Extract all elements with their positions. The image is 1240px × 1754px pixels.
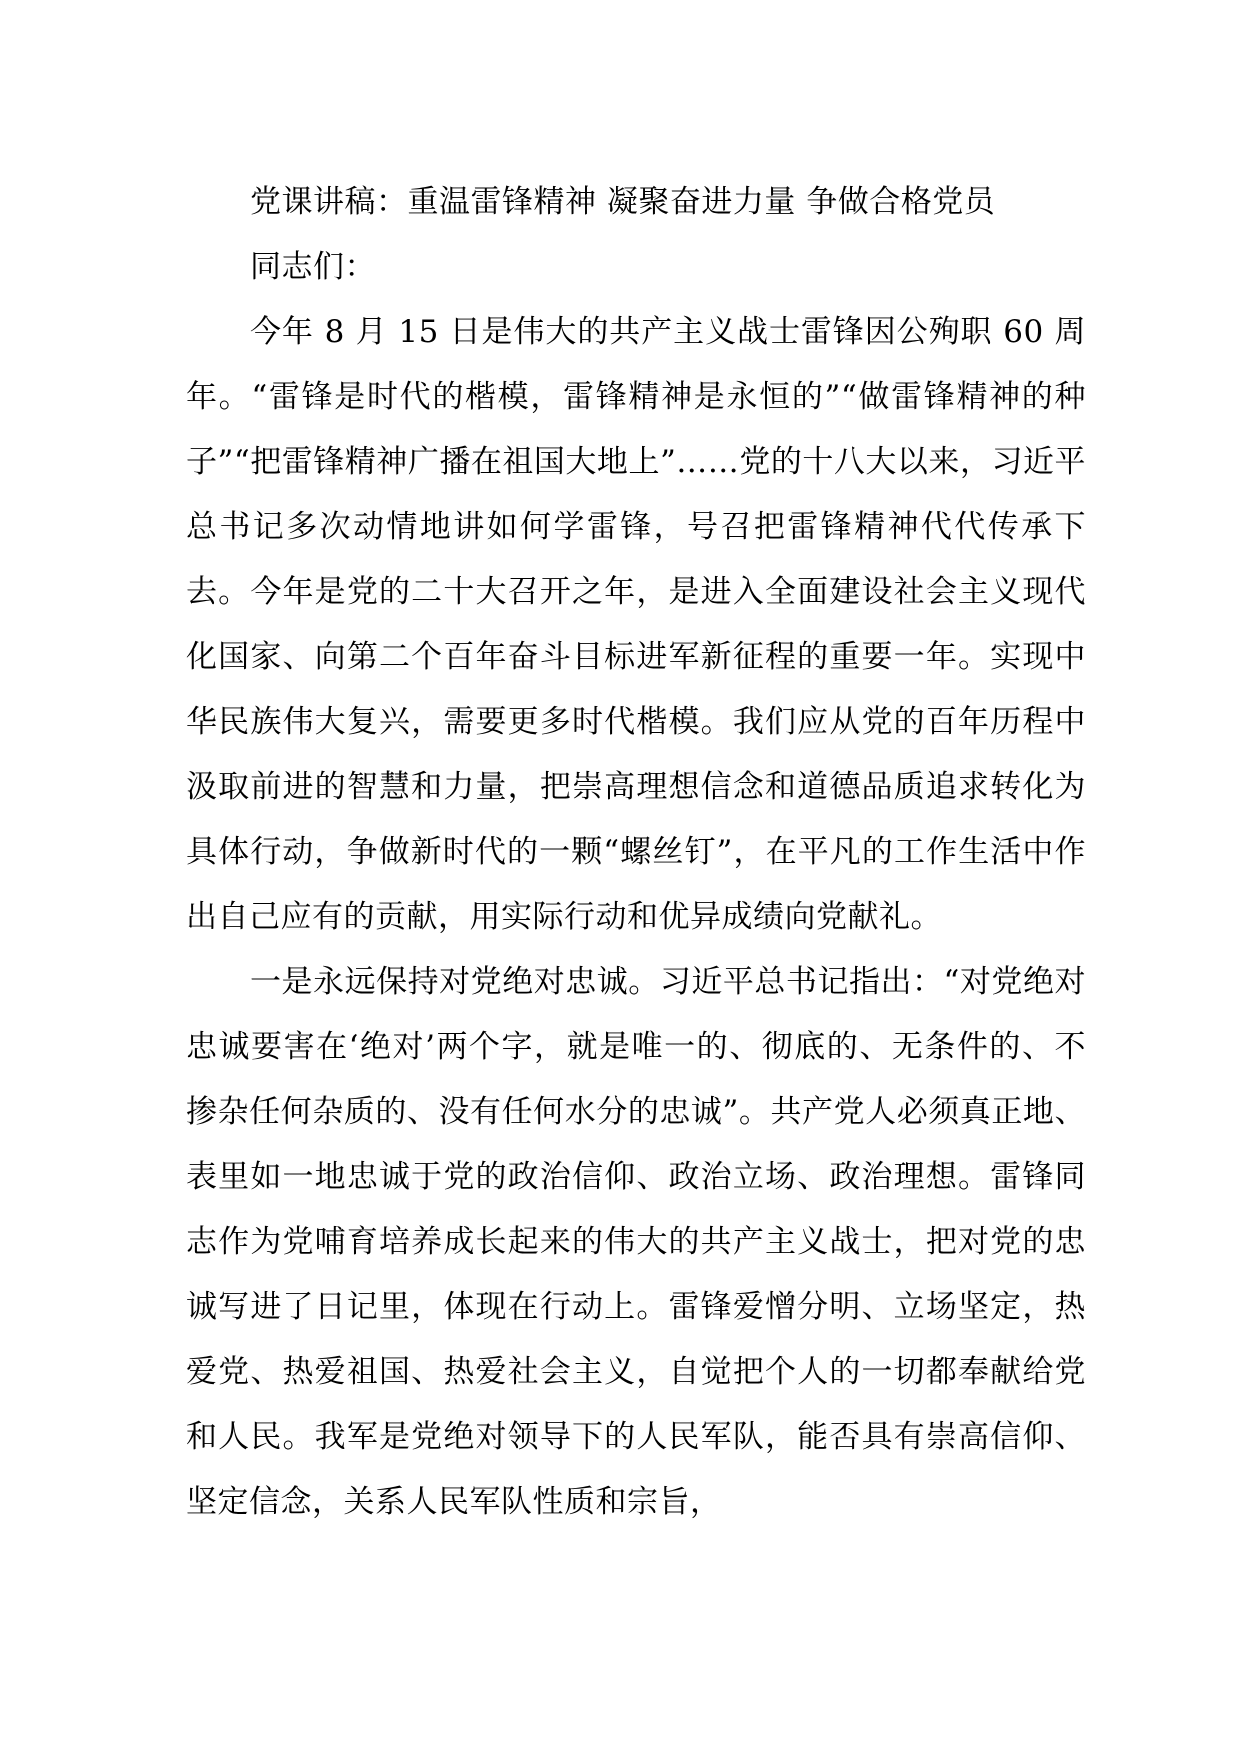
document-body [186,170,1086,1535]
document-title: 党课讲稿：重温雷锋精神 凝聚奋进力量 争做合格党员 [250,184,996,220]
paragraph-2: 一是永远保持对党绝对忠诚。习近平总书记指出：“对党绝对忠诚要害在‘绝对’两个字，就是唯一的、彻底的、无条件的、不掺杂任何杂质的、没有任何水分的忠诚”。共产党人必须真正地、表里如一地忠诚于党的政治信仰、政治立场、政治理想。雷锋同志作为党哺育培养成长起来的伟大的共产主义战士，把对党的忠诚写进了日记里，体现在行动上。雷锋爱憎分明、立场坚定，热爱党、热爱祖国、热爱社会主义，自觉把个人的一切都奉献给党和人民。我军是党绝对领导下的人民军队，能否具有崇高信仰、坚定信念，关系人民军队性质和宗旨， [186,964,1086,1520]
paragraph-1: 今年 8 月 15 日是伟大的共产主义战士雷锋因公殉职 60 周年。“雷锋是时代的楷模，雷锋精神是永恒的”“做雷锋精神的种子”“把雷锋精神广播在祖国大地上”……党的十八大以来，习近平总书记多次动情地讲如何学雷锋，号召把雷锋精神代代传承下去。今年是党的二十大召开之年，是进入全面建设社会主义现代化国家、向第二个百年奋斗目标进军新征程的重要一年。实现中华民族伟大复兴，需要更多时代楷模。我们应从党的百年历程中汲取前进的智慧和力量，把崇高理想信念和道德品质追求转化为具体行动，争做新时代的一颗“螺丝钉”，在平凡的工作生活中作出自己应有的贡献，用实际行动和优异成绩向党献礼。 [186,314,1086,935]
salutation: 同志们： [250,249,376,285]
